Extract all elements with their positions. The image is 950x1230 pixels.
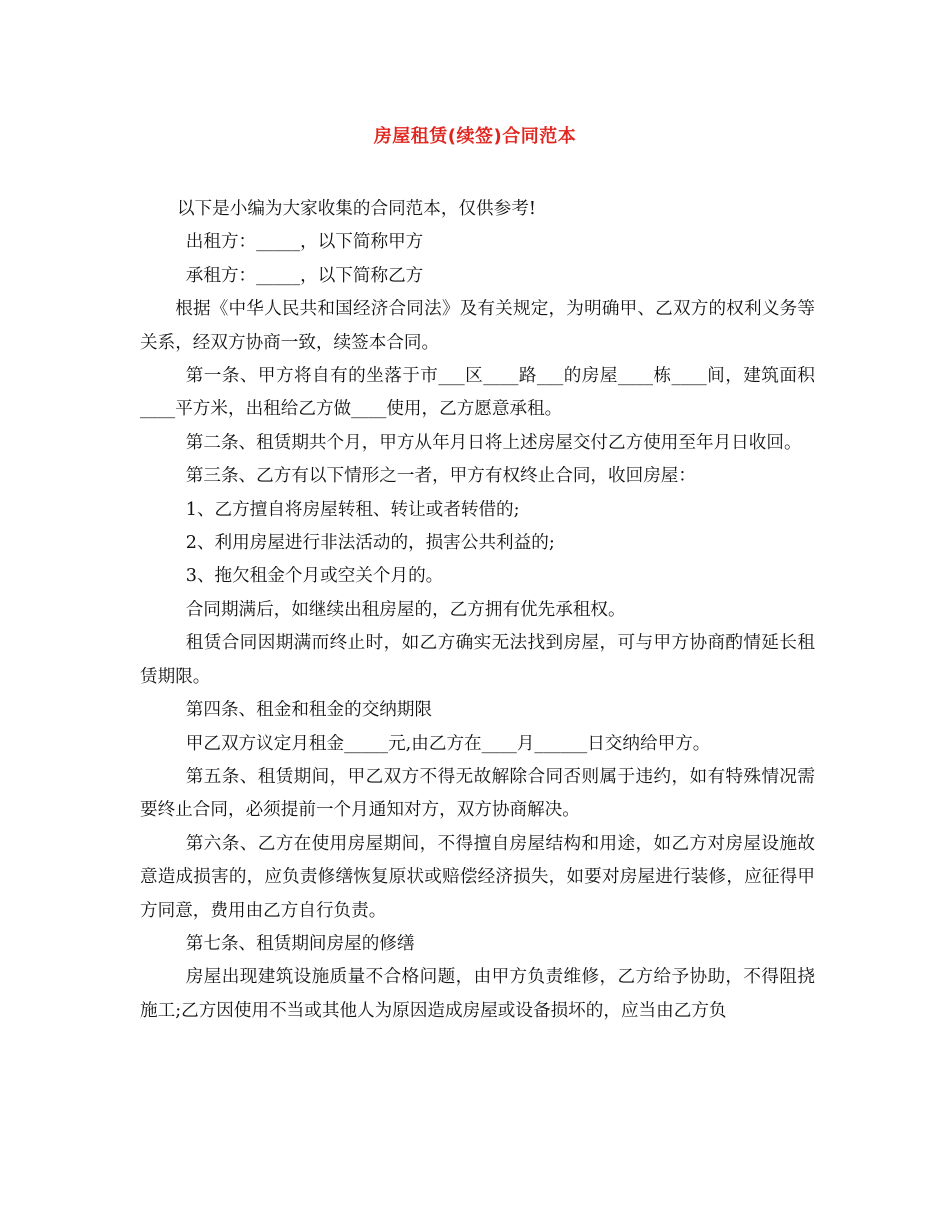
paragraph-basis: 根据《中华人民共和国经济合同法》及有关规定，为明确甲、乙双方的权利义务等关系，经双方协商一致，续签本合同。 xyxy=(140,299,815,353)
paragraph-article-3-item-2: 2、利用房屋进行非法活动的，损害公共利益的; xyxy=(185,533,555,554)
paragraph-renewal-priority: 合同期满后，如继续出租房屋的，乙方拥有优先承租权。 xyxy=(185,599,626,620)
paragraph-article-3-item-1: 1、乙方擅自将房屋转租、转让或者转借的; xyxy=(185,499,520,520)
paragraph-article-5: 第五条、租赁期间，甲乙双方不得无故解除合同否则属于违约，如有特殊情况需要终止合同，必须提前一个月通知对方，双方协商解决。 xyxy=(140,766,815,821)
document-title: 房屋租赁(续签)合同范本 xyxy=(373,126,577,147)
paragraph-article-1: 第一条、甲方将自有的坐落于市___区____路___的房屋____栋____间，建筑面积____平方米，出租给乙方做____使用，乙方愿意承租。 xyxy=(140,366,815,420)
paragraph-article-2: 第二条、租赁期共个月，甲方从年月日将上述房屋交付乙方使用至年月日收回。 xyxy=(185,432,802,453)
paragraph-article-7-repairs: 房屋出现建筑设施质量不合格问题，由甲方负责维修，乙方给予协助，不得阻挠施工;乙方因使用不当或其他人为原因造成房屋或设备损坏的，应当由乙方负 xyxy=(140,967,815,1021)
paragraph-term-extension: 租赁合同因期满而终止时，如乙方确实无法找到房屋，可与甲方协商酌情延长租赁期限。 xyxy=(140,633,815,687)
paragraph-article-3-item-3: 3、拖欠租金个月或空关个月的。 xyxy=(185,566,444,587)
paragraph-lessee: 承租方：_____，以下简称乙方 xyxy=(185,265,424,286)
paragraph-article-6: 第六条、乙方在使用房屋期间，不得擅自房屋结构和用途，如乙方对房屋设施故意造成损害的，应负责修缮恢复原状或赔偿经济损失，如要对房屋进行装修，应征得甲方同意，费用由乙方自行负责。 xyxy=(140,833,815,921)
document-body xyxy=(140,193,815,1028)
paragraph-article-4-rent: 甲乙双方议定月租金_____元,由乙方在____月______日交纳给甲方。 xyxy=(185,733,711,754)
paragraph-article-7: 第七条、租赁期间房屋的修缮 xyxy=(185,933,415,954)
paragraph-article-4: 第四条、租金和租金的交纳期限 xyxy=(185,700,433,721)
paragraph-intro: 以下是小编为大家收集的合同范本，仅供参考! xyxy=(176,199,536,219)
paragraph-article-3: 第三条、乙方有以下情形之一者，甲方有权终止合同，收回房屋： xyxy=(185,466,696,487)
paragraph-lessor: 出租方：_____，以下简称甲方 xyxy=(185,232,424,253)
